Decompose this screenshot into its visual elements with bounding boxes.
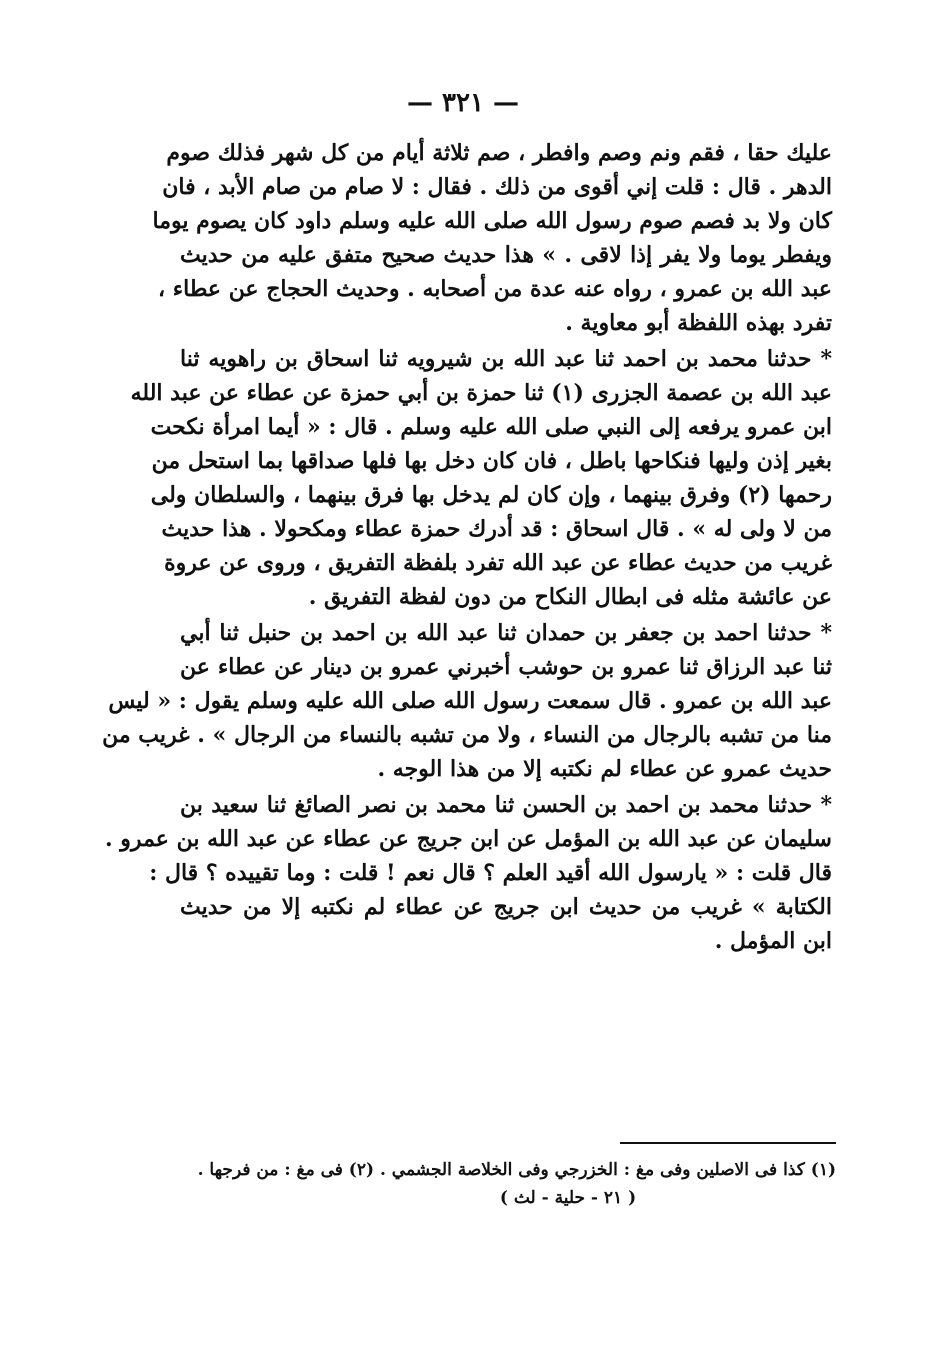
text-line: ثنا عبد الرزاق ثنا عمرو بن حوشب أخبرني عمرو بن دينار عن عطاء عن <box>180 654 832 680</box>
footnote-line: (١) كذا فى الاصلين وفى مغ : الخزرجي وفى الخلاصة الجشمي . (٢) فى مغ : من فرجها . <box>197 1160 836 1180</box>
text-line: عبد الله بن عمرو ، رواه عنه عدة من أصحابه . وحديث الحجاج عن عطاء ، <box>158 276 832 302</box>
text-line: سليمان عن عبد الله بن المؤمل عن ابن جريج عن عطاء عن عبد الله بن عمرو . <box>104 826 832 852</box>
footnotes <box>180 1156 836 1212</box>
text-line: ويفطر يوما ولا يفر إذا لاقى . » هذا حديث صحيح متفق عليه من حديث <box>180 242 832 268</box>
text-line: ابن المؤمل . <box>714 928 832 954</box>
text-line: * حدثنا احمد بن جعفر بن حمدان ثنا عبد الله بن احمد بن حنبل ثنا أبي <box>180 620 832 646</box>
text-line: كان ولا بد فصم صوم رسول الله صلى الله عليه وسلم داود كان يصوم يوما <box>152 208 832 234</box>
text-line: عبد الله بن عمرو . قال سمعت رسول الله صلى الله عليه وسلم يقول : « ليس <box>108 688 832 714</box>
paragraph-2 <box>130 342 832 614</box>
text-line: * حدثنا محمد بن احمد ثنا عبد الله بن شيرويه ثنا اسحاق بن راهويه ثنا <box>180 346 832 372</box>
footnote-divider <box>620 1142 836 1144</box>
text-line: الدهر . قال : قلت إني أقوى من ذلك . فقال : لا صام من صام الأبد ، فان <box>162 174 832 200</box>
text-line: * حدثنا محمد بن احمد بن الحسن ثنا محمد بن نصر الصائغ ثنا سعيد بن <box>180 792 832 818</box>
text-line: حديث عمرو عن عطاء لم نكتبه إلا من هذا الوجه . <box>377 756 832 782</box>
text-line: رحمها (٢) وفرق بينهما ، وإن كان لم يدخل بها فرق بينهما ، والسلطان ولى <box>150 482 832 508</box>
text-line: قال قلت : « يارسول الله أقيد العلم ؟ قال نعم ! قلت : وما تقييده ؟ قال : <box>149 860 832 886</box>
paragraph-1 <box>152 136 832 340</box>
page-number: — ٣٢١ — <box>406 88 520 118</box>
text-line: منا من تشبه بالرجال من النساء ، ولا من تشبه بالنساء من الرجال » . غريب من <box>102 722 832 748</box>
text-line: غريب من حديث عطاء عن عبد الله تفرد بلفظة التفريق ، وروى عن عروة <box>164 550 832 576</box>
text-line: من لا ولى له » . قال اسحاق : قد أدرك حمزة عطاء ومكحولا . هذا حديث <box>161 516 832 542</box>
signature-mark: ( ٢١ - حلية - لث ) <box>499 1188 637 1208</box>
text-line: الكتابة » غريب من حديث ابن جريج عن عطاء لم نكتبه إلا من حديث <box>180 894 832 920</box>
text-line: عبد الله بن عصمة الجزرى (١) ثنا حمزة بن أبي حمزة عن عطاء عن عبد الله <box>130 380 832 406</box>
body-text <box>102 136 832 958</box>
text-line: عليك حقا ، فقم ونم وصم وافطر ، صم ثلاثة أيام من كل شهر فذلك صوم <box>166 140 832 166</box>
text-line: عن عائشة مثله فى ابطال النكاح من دون لفظة التفريق . <box>308 584 832 610</box>
paragraph-3 <box>102 616 832 786</box>
paragraph-4 <box>104 788 832 958</box>
text-line: تفرد بهذه اللفظة أبو معاوية . <box>565 310 832 336</box>
text-line: ابن عمرو يرفعه إلى النبي صلى الله عليه وسلم . قال : « أيما امرأة نكحت <box>150 414 832 440</box>
text-line: بغير إذن وليها فنكاحها باطل ، فان كان دخل بها فلها صداقها بما استحل من <box>151 448 832 474</box>
